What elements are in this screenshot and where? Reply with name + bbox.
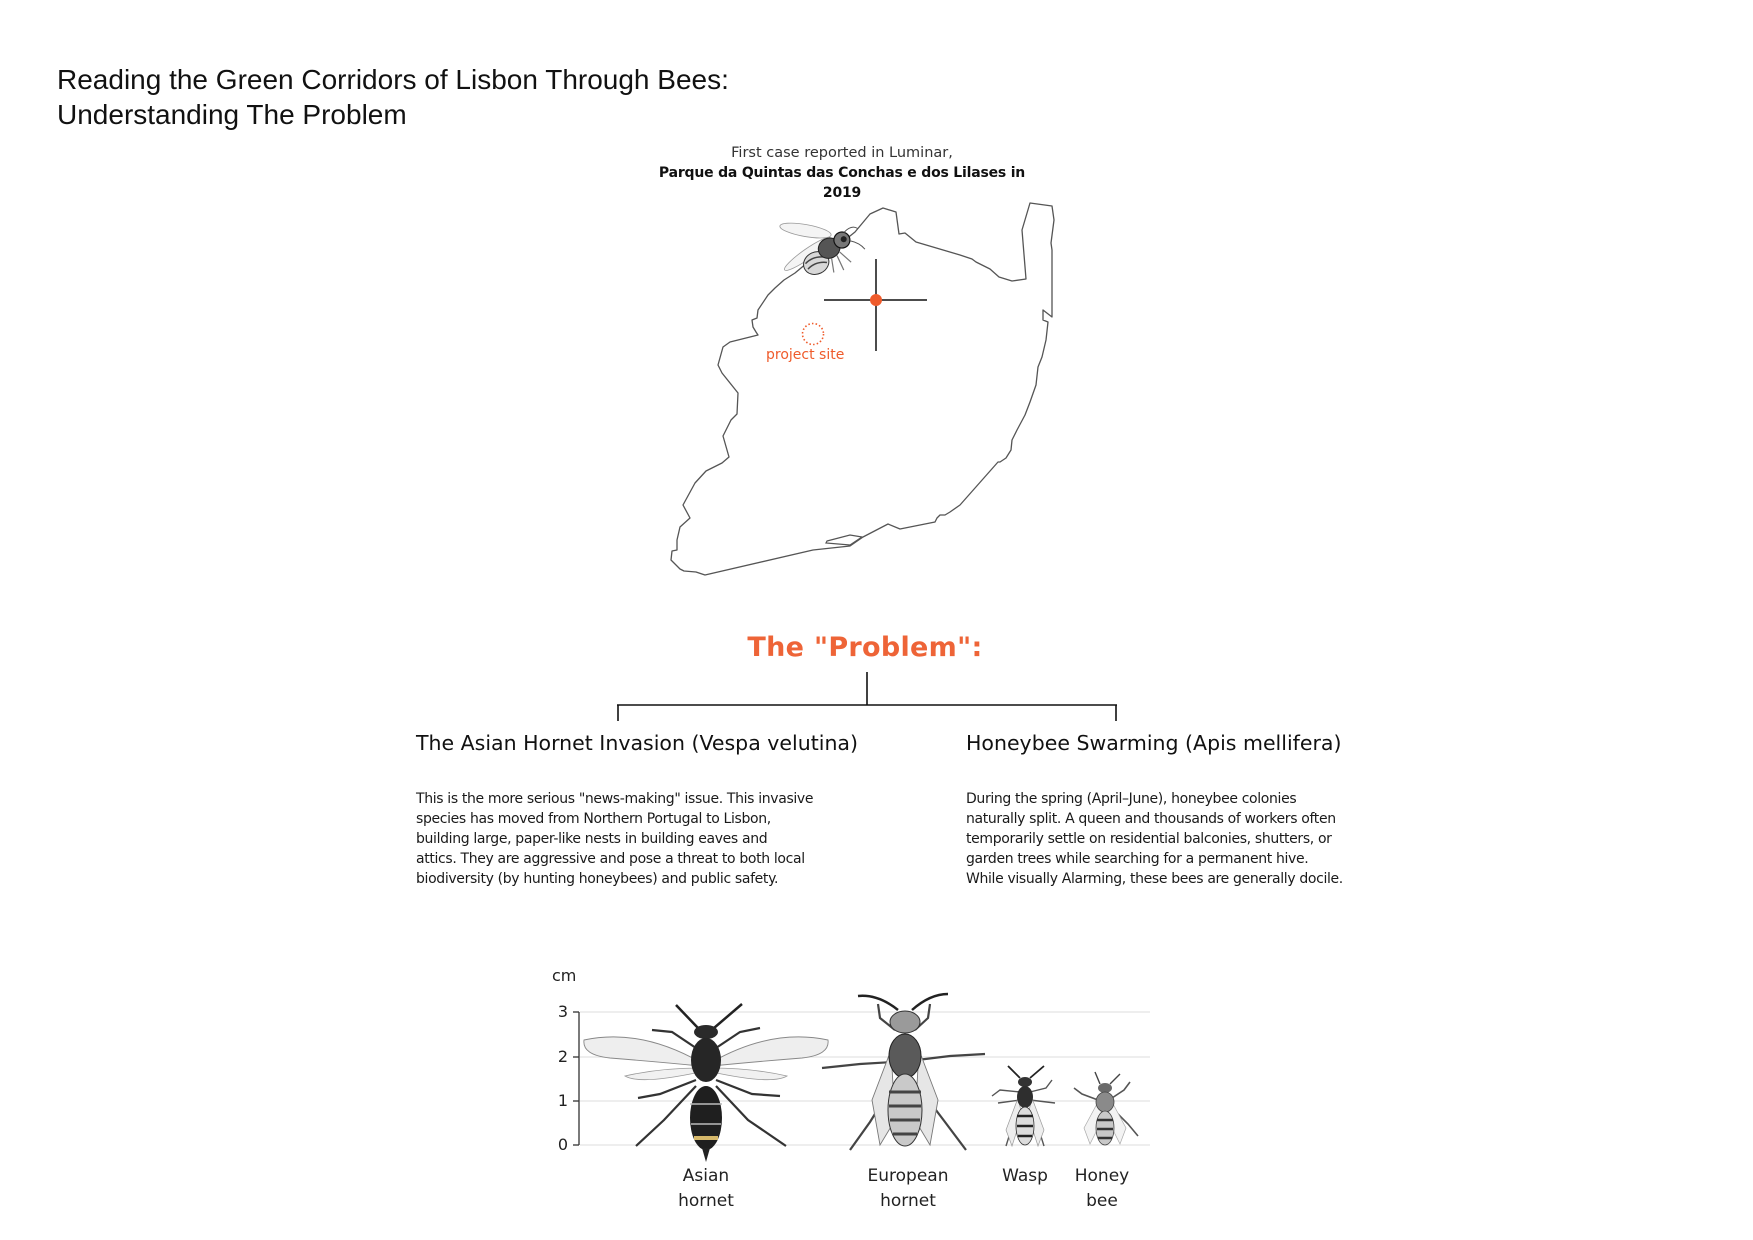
page-title (57, 62, 729, 132)
map-caption (642, 143, 1042, 203)
map-caption-line-1: First case reported in Luminar, (731, 145, 953, 161)
project-site-label: project site (766, 347, 845, 363)
y-axis-unit: cm (552, 966, 577, 985)
species-label-honey-bee (1032, 1164, 1172, 1214)
y-tick-label-0: 0 (557, 1135, 568, 1154)
species-label-line-1: Asian (682, 1166, 730, 1186)
european-hornet-illustration (822, 994, 985, 1150)
y-tick-label-2: 2 (557, 1047, 568, 1066)
honeybee-swarming-description (966, 789, 1343, 889)
page-title-line-1: Reading the Green Corridors of Lisbon Through Bees: (57, 64, 729, 95)
river-island (826, 535, 862, 545)
species-label-line-2: hornet (678, 1191, 734, 1211)
text-line: biodiversity (by hunting honeybees) and public safety. (416, 871, 779, 887)
page-title-line-2: Understanding The Problem (57, 99, 407, 130)
asian-hornet-heading: The Asian Hornet Invasion (Vespa velutina) (416, 731, 858, 755)
bee-illustration (764, 192, 871, 293)
y-axis (573, 1012, 579, 1145)
text-line: species has moved from Northern Portugal to Lisbon, (416, 811, 771, 827)
lisbon-outline (671, 203, 1054, 575)
text-line: While visually Alarming, these bees are generally docile. (966, 871, 1343, 887)
species-label-line-1: European (867, 1166, 949, 1186)
first-case-dot (870, 294, 882, 306)
text-line: garden trees while searching for a permanent hive. (966, 851, 1309, 867)
asian-hornet-illustration (584, 1004, 828, 1162)
gridlines (580, 1012, 1150, 1145)
wasp-illustration (992, 1066, 1055, 1146)
species-label-line-2: bee (1086, 1191, 1118, 1211)
y-tick-label-1: 1 (557, 1091, 568, 1110)
text-line: attics. They are aggressive and pose a threat to both local (416, 851, 805, 867)
species-label-line-1: Honey (1074, 1166, 1130, 1186)
species-label-asian-hornet (636, 1164, 776, 1214)
text-line: temporarily settle on residential balconies, shutters, or (966, 831, 1332, 847)
map-caption-line-2: Parque da Quintas das Conchas e dos Lilases in 2019 (658, 165, 1026, 201)
species-label-line-1: Wasp (1002, 1166, 1048, 1186)
asian-hornet-description (416, 789, 813, 889)
location-crosshair-icon (824, 259, 927, 351)
text-line: naturally split. A queen and thousands of workers often (966, 811, 1336, 827)
text-line: building large, paper-like nests in building eaves and (416, 831, 768, 847)
text-line: During the spring (April–June), honeybee colonies (966, 791, 1297, 807)
project-site-circle-icon (803, 324, 824, 345)
text-line: This is the more serious "news-making" issue. This invasive (416, 791, 814, 807)
y-tick-label-3: 3 (557, 1002, 568, 1021)
problem-heading: The "Problem": (747, 632, 983, 663)
species-label-line-2: hornet (880, 1191, 936, 1211)
honeybee-illustration (1074, 1072, 1138, 1145)
honeybee-swarming-heading: Honeybee Swarming (Apis mellifera) (966, 731, 1342, 755)
